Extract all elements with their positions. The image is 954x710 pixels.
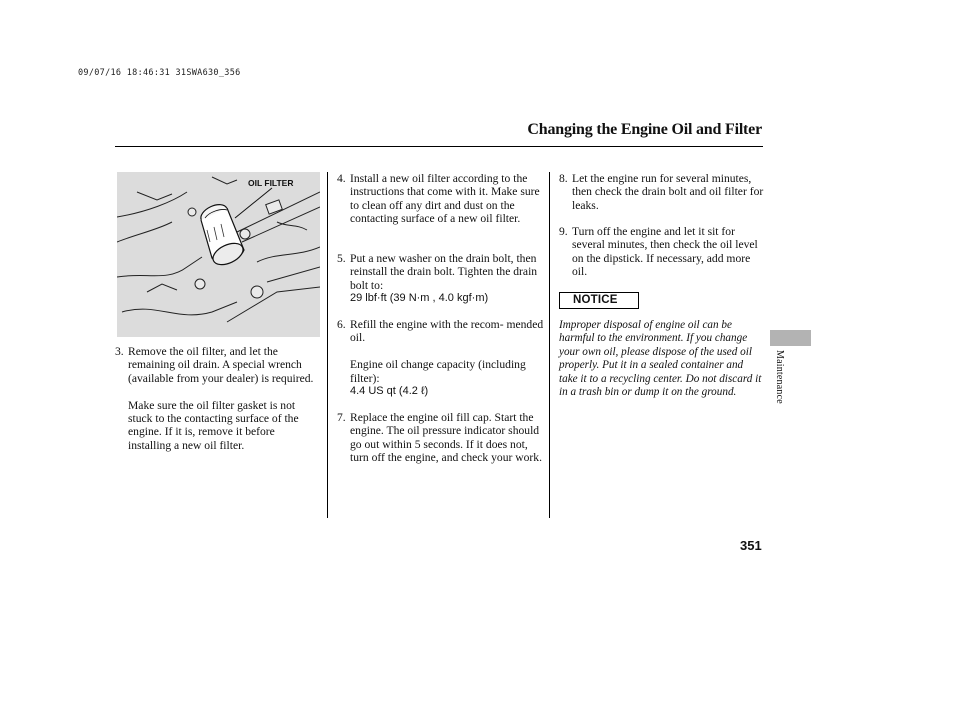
section-label: Maintenance	[774, 350, 785, 404]
step-number: 5.	[337, 252, 346, 265]
step-3	[115, 345, 320, 452]
step-number: 6.	[337, 318, 346, 331]
step-4	[337, 172, 544, 226]
page-title: Changing the Engine Oil and Filter	[527, 121, 762, 138]
notice-badge	[559, 292, 639, 309]
notice-text: Improper disposal of engine oil can be harmful to the environment. If you change your own oil, please dispose of the used oil properly. Put it in a sealed container and take it to a recycling center. Do not discard it in a trash bin or dump it on the ground.	[559, 319, 762, 399]
step-7	[337, 411, 544, 465]
label-leader-line	[235, 188, 272, 218]
oil-filter-canister	[198, 201, 246, 269]
step-number: 8.	[559, 172, 568, 185]
page-number: 351	[740, 538, 762, 553]
step-9	[559, 225, 764, 279]
step-6	[337, 318, 544, 398]
step-text: Install a new oil filter according to the instructions that come with it. Make sure to clean off any dirt and dust on the contacting surface of a new oil filter.	[350, 172, 540, 226]
notice-label: NOTICE	[573, 294, 618, 306]
title-rule	[115, 146, 763, 147]
step-number: 4.	[337, 172, 346, 185]
step-5	[337, 252, 544, 306]
oil-filter-illustration	[117, 172, 320, 337]
section-tab	[770, 330, 811, 346]
step-text: Remove the oil filter, and let the remaining oil drain. A special wrench (available from your dealer) is required.	[128, 345, 314, 385]
step-8	[559, 172, 764, 212]
step-number: 7.	[337, 411, 346, 424]
capacity-spec: 4.4 US qt (4.2 ℓ)	[350, 385, 429, 398]
torque-spec: 29 lbf·ft (39 N·m , 4.0 kgf·m)	[350, 292, 489, 305]
step-text: Replace the engine oil fill cap. Start the engine. The oil pressure indicator should go out within 5 seconds. If it does not, turn off the engine, and check your work.	[350, 411, 542, 465]
step-text: Refill the engine with the recom- mended oil.	[350, 318, 544, 345]
step-text: Let the engine run for several minutes, then check the drain bolt and oil filter for leaks.	[572, 172, 764, 212]
step-text: Make sure the oil filter gasket is not stuck to the contacting surface of the engine. If it is, remove it before installing a new oil filter.	[128, 398, 299, 452]
step-text: Engine oil change capacity (including filter):	[350, 358, 526, 385]
step-number: 9.	[559, 225, 568, 238]
step-number: 3.	[115, 345, 124, 358]
print-stamp: 09/07/16 18:46:31 31SWA630_356	[78, 68, 241, 78]
oil-filter-drawing	[117, 172, 320, 337]
step-text: Put a new washer on the drain bolt, then reinstall the drain bolt. Tighten the drain bolt to:	[350, 252, 538, 292]
figure-label: OIL FILTER	[248, 178, 294, 188]
column-divider	[549, 172, 550, 518]
column-divider	[327, 172, 328, 518]
step-text: Turn off the engine and let it sit for several minutes, then check the oil level on the dipstick. If necessary, add more oil.	[572, 225, 758, 279]
